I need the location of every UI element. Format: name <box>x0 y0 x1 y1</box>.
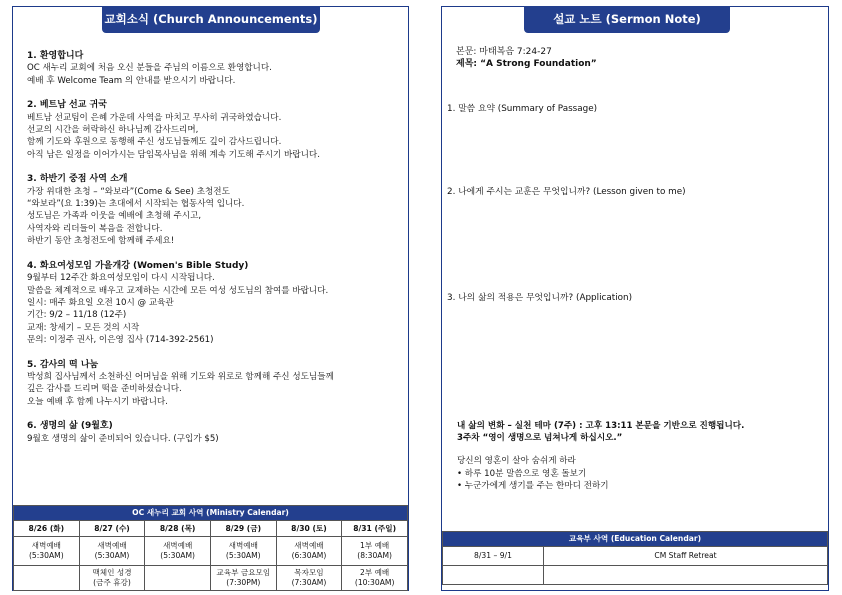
announcements-list <box>27 50 402 457</box>
event-name: 새벽예배 <box>97 541 127 550</box>
education-calendar-title: 교육부 사역 (Education Calendar) <box>443 532 828 547</box>
announcement-line: 예배 후 Welcome Team 의 안내를 받으시기 바랍니다. <box>27 75 236 86</box>
announcement-line: 기간: 9/2 – 11/18 (12주) <box>27 310 127 321</box>
question-application: 3. 나의 삶의 적용은 무엇입니까? (Application) <box>447 293 633 303</box>
announcement-line: 베트남 선교팀이 은혜 가운데 사역을 마치고 무사히 귀국하였습니다. <box>27 112 282 123</box>
life-change-week: 3주차 “영이 생명으로 넘쳐나게 하십시오.” <box>457 433 623 444</box>
event-time: (5:30AM) <box>94 551 130 560</box>
ministry-calendar-table <box>13 505 408 591</box>
event-name: 교육부 금요모임 <box>216 568 271 577</box>
announcement-title: 3. 하반기 중점 사역 소개 <box>27 174 128 185</box>
event-time: (7:30PM) <box>226 578 261 587</box>
education-calendar-table <box>442 531 828 585</box>
announcement-line: 가장 위대한 초청 – “와보라”(Come & See) 초청전도 <box>27 186 230 197</box>
education-event <box>544 566 828 585</box>
calendar-day-header: 8/27 (수) <box>79 521 145 537</box>
calendar-cell <box>342 537 408 566</box>
calendar-day-header: 8/26 (화) <box>14 521 80 537</box>
announcement-line: 문의: 이정주 권사, 이은영 집사 (714-392-2561) <box>27 335 214 346</box>
announcement-line: 깊은 감사를 드리며 떡을 준비하셨습니다. <box>27 384 182 395</box>
event-name: 새벽예배 <box>294 541 324 550</box>
announcement-focus-ministry <box>27 173 402 247</box>
announcements-panel <box>12 6 409 591</box>
announcement-line: 9월호 생명의 삶이 준비되어 있습니다. (구입가 $5) <box>27 433 219 444</box>
calendar-cell <box>145 537 211 566</box>
announcement-line: 성도님은 가족과 이웃을 예배에 초청해 주시고, <box>27 211 202 222</box>
sermon-title: 제목: “A Strong Foundation” <box>456 58 597 69</box>
sermon-meta <box>456 47 597 70</box>
event-name: 1부 예배 <box>360 541 390 550</box>
announcement-title: 1. 환영합니다 <box>27 51 84 61</box>
event-time: (10:30AM) <box>354 578 395 587</box>
announcement-line: 박성희 집사님께서 소천하신 어머님을 위해 기도와 위로로 함께해 주신 성도님들께 <box>27 371 334 382</box>
question-summary: 1. 말씀 요약 (Summary of Passage) <box>447 104 598 114</box>
calendar-day-header: 8/31 (주일) <box>342 521 408 537</box>
ministry-calendar-title: OC 새누리 교회 사역 (Ministry Calendar) <box>14 506 408 521</box>
event-name: 새벽예배 <box>228 541 258 550</box>
calendar-cell <box>14 537 80 566</box>
event-name: 새벽예배 <box>162 541 193 550</box>
announcement-line: 일시: 매주 화요일 오전 10시 @ 교육관 <box>27 297 174 308</box>
announcement-line: OC 새누리 교회에 처음 오신 분들을 주님의 이름으로 환영합니다. <box>27 63 272 74</box>
life-change-bullet: • 하루 10분 말씀으로 영혼 돌보기 <box>457 468 587 479</box>
education-date <box>443 566 544 585</box>
life-change-section <box>457 420 744 492</box>
calendar-cell <box>210 566 276 591</box>
event-time: (5:30AM) <box>28 551 64 560</box>
announcement-vietnam-mission <box>27 99 402 161</box>
announcement-welcome <box>27 50 402 87</box>
event-time: (5:30AM) <box>225 551 261 560</box>
event-name: 2부 예배 <box>360 568 390 577</box>
announcement-line: “와보라”(요 1:39)는 초대에서 시작되는 협동사역 입니다. <box>27 199 245 210</box>
announcement-living-life <box>27 420 402 445</box>
sermon-passage: 본문: 마태복음 7:24-27 <box>456 47 552 57</box>
announcement-title: 5. 감사의 떡 나눔 <box>27 359 99 370</box>
announcement-line: 하반기 동안 초청전도에 함께해 주세요! <box>27 236 175 247</box>
event-time: (6:30AM) <box>291 551 327 560</box>
announcements-header: 교회소식 (Church Announcements) <box>102 6 320 33</box>
announcement-line: 오늘 예배 후 함께 나누시기 바랍니다. <box>27 396 168 407</box>
calendar-day-header: 8/29 (금) <box>210 521 276 537</box>
announcement-rice-cake <box>27 359 402 409</box>
question-lesson: 2. 나에게 주시는 교훈은 무엇입니까? (Lesson given to me) <box>447 187 686 197</box>
calendar-cell <box>145 566 211 591</box>
event-time: (금주 휴강) <box>93 578 131 587</box>
event-name: 목자모임 <box>294 568 324 577</box>
event-name: 새벽예배 <box>31 541 61 550</box>
calendar-cell <box>79 566 145 591</box>
event-time: (8:30AM) <box>357 551 392 560</box>
announcement-line: 함께 기도와 후원으로 동행해 주신 성도님들께도 깊이 감사드립니다. <box>27 137 282 148</box>
education-date: 8/31 – 9/1 <box>443 547 544 566</box>
calendar-day-header: 8/28 (목) <box>145 521 211 537</box>
announcement-line: 선교의 시간을 허락하신 하나님께 감사드리며, <box>27 125 199 136</box>
announcement-line: 말씀을 체계적으로 배우고 교제하는 시간에 모든 여성 성도님의 참여를 바랍니다. <box>27 285 329 296</box>
calendar-day-header: 8/30 (토) <box>276 521 342 537</box>
sermon-note-panel <box>441 6 829 591</box>
life-change-bullet: • 누군가에게 생기를 주는 한마디 전하기 <box>457 480 609 491</box>
calendar-cell <box>14 566 80 591</box>
announcement-line: 아직 남은 일정을 이어가시는 담임목사님을 위해 계속 기도해 주시기 바랍니다. <box>27 149 320 160</box>
life-change-theme: 내 삶의 변화 – 실천 테마 (7주) : 고후 13:11 본문을 기반으로 진행됩니다. <box>457 421 745 431</box>
announcement-title: 4. 화요여성모임 가을개강 (Women's Bible Study) <box>27 260 249 271</box>
announcement-womens-bible-study <box>27 260 402 347</box>
calendar-cell <box>276 537 342 566</box>
announcement-title: 6. 생명의 삶 (9월호) <box>27 421 113 432</box>
calendar-cell <box>342 566 408 591</box>
calendar-cell <box>79 537 145 566</box>
announcement-title: 2. 베트남 선교 귀국 <box>27 100 107 111</box>
event-time: (7:30AM) <box>291 578 327 587</box>
announcement-line: 교재: 창세기 – 모든 것의 시작 <box>27 322 140 333</box>
life-change-intro: 당신의 영혼이 살아 숨쉬게 하라 <box>457 456 576 467</box>
calendar-cell <box>276 566 342 591</box>
event-time: (5:30AM) <box>160 551 195 560</box>
event-name: 맥체인 성경 <box>92 568 132 577</box>
announcement-line: 9월부터 12주간 화요여성모임이 다시 시작됩니다. <box>27 273 215 284</box>
sermon-note-header: 설교 노트 (Sermon Note) <box>524 6 730 33</box>
education-event: CM Staff Retreat <box>544 547 828 566</box>
calendar-cell <box>210 537 276 566</box>
announcement-line: 사역자와 리더들이 복음을 전합니다. <box>27 223 163 234</box>
